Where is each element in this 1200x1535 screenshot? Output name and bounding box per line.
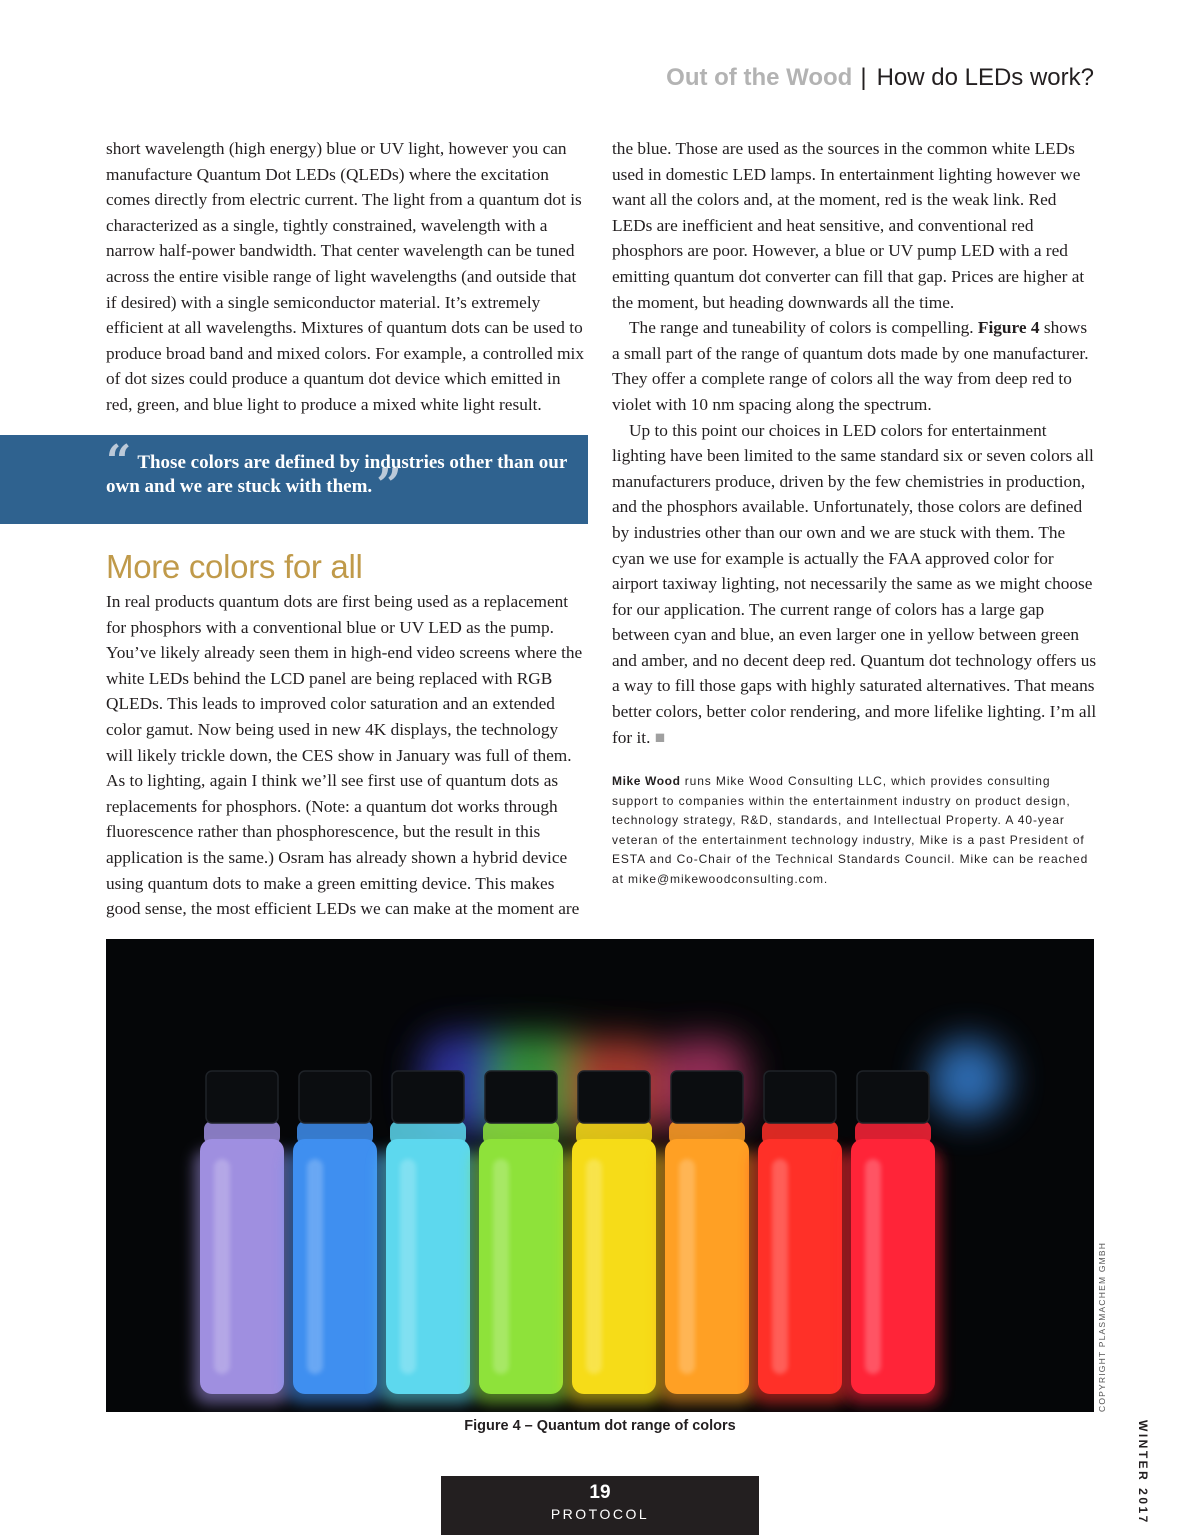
paragraph-text: Up to this point our choices in LED colors for entertainment lighting have been limited to the same standard six or seven colors all manufacturers produce, driven by the few chemistries in production, and the phosphors available. Unfortunately, those colors are defined by industries other than our own and we are stuck with them. The cyan we use for example is actually the FAA approved color for airport taxiway lighting, not necessarily the same as we might choose for our application. The current range of colors has a large gap between cyan and blue, an even larger one in yellow between green and amber, and no decent deep red. Quantum dot technology offers us a way to fill those gaps with highly saturated alternatives. That means better colors, better color rendering, and more lifelike lighting. I’m all for it. — [612, 420, 1097, 747]
left-column-intro — [106, 136, 588, 418]
running-header — [666, 64, 1094, 92]
vial-6 — [659, 1071, 755, 1404]
quantum-dot-photo — [106, 939, 1094, 1412]
close-quote-icon: ” — [376, 460, 402, 511]
vial-4 — [473, 1071, 569, 1404]
vial-2 — [287, 1071, 383, 1404]
vial-highlight — [772, 1159, 788, 1374]
vial-body — [665, 1139, 749, 1394]
vial-cap — [485, 1071, 557, 1123]
figure-reference[interactable]: Figure 4 — [977, 318, 1040, 338]
section-heading: More colors for all — [106, 548, 363, 585]
header-separator: | — [860, 64, 867, 91]
vial-neck — [204, 1121, 280, 1145]
vial-highlight — [493, 1159, 509, 1374]
vial-cap — [764, 1071, 836, 1123]
body-paragraph: short wavelength (high energy) blue or UV light, however you can manufacture Quantum Dot LEDs (QLEDs) where the excitation comes directly from electric current. The light from a quantum dot is characterized as a single, tightly constrained, wavelength with a narrow half-power bandwidth. That center wavelength can be tuned across the entire visible range of light wavelengths (and outside that if desired) with a single semiconductor material. It’s extremely efficient at all wavelengths. Mixtures of quantum dots can be used to produce broad band and mixed colors. For example, a controlled mix of dot sizes could produce a quantum dot device which emitted in red, green, and blue light to produce a mixed white light result. — [106, 139, 584, 414]
author-name: Mike Wood — [612, 774, 681, 789]
vial-7 — [752, 1071, 848, 1404]
vial-5 — [566, 1071, 662, 1404]
body-paragraph: the blue. Those are used as the sources in the common white LEDs used in domestic LED lamps. In entertainment lighting however we want all the colors and, at the moment, red is the weak link. Red LEDs are inefficient and heat sensitive, and conventional red phosphors are poor. However, a blue or UV pump LED with a red emitting quantum dot converter can fill that gap. Prices are higher at the moment, but heading downwards all the time. — [612, 139, 1085, 312]
author-bio — [612, 772, 1098, 889]
vial-neck — [576, 1121, 652, 1145]
vial-3 — [380, 1071, 476, 1404]
body-paragraph — [612, 418, 1098, 751]
vial-cap — [857, 1071, 929, 1123]
end-mark-icon: ■ — [654, 727, 666, 747]
vial-neck — [762, 1121, 838, 1145]
page-footer — [441, 1476, 759, 1535]
vial-cap — [299, 1071, 371, 1123]
vial-cap — [671, 1071, 743, 1123]
vial-body — [851, 1139, 935, 1394]
figure-caption: Figure 4 – Quantum dot range of colors — [464, 1418, 736, 1434]
vial-body — [293, 1139, 377, 1394]
column-name: Out of the Wood — [666, 64, 853, 91]
paragraph-text: The range and tuneability of colors is compelling. — [629, 318, 974, 338]
vial-body — [386, 1139, 470, 1394]
vial-cap — [206, 1071, 278, 1123]
vial-neck — [669, 1121, 745, 1145]
vial-highlight — [865, 1159, 881, 1374]
vial-8 — [845, 1071, 941, 1404]
vial-highlight — [214, 1159, 230, 1374]
right-column — [612, 136, 1098, 889]
vial-highlight — [586, 1159, 602, 1374]
vial-cap — [392, 1071, 464, 1123]
vial-highlight — [679, 1159, 695, 1374]
photo-credit: COPYRIGHT PLASMACHEM GMBH — [1097, 1241, 1107, 1412]
paragraph-text: shows a small part of the range of quantum dots made by one manufacturer. They offer a complete range of colors all the way from deep red to violet with 10 nm spacing along the spectrum. — [612, 318, 1089, 414]
vial-neck — [855, 1121, 931, 1145]
vials-illustration — [106, 939, 1094, 1412]
vial-body — [572, 1139, 656, 1394]
vial-neck — [390, 1121, 466, 1145]
vial-highlight — [400, 1159, 416, 1374]
vial-1 — [194, 1071, 290, 1404]
author-bio-text: runs Mike Wood Consulting LLC, which provides consulting support to companies within the entertainment industry on product design, technology strategy, R&D, standards, and Intellectual Property. A 40-year veteran of the entertainment technology industry, Mike is a past President of ESTA and Co-Chair of the Technical Standards Council. Mike can be reached at mike@mikewoodconsulting.com. — [612, 774, 1089, 886]
body-paragraph — [612, 315, 1098, 417]
vial-body — [479, 1139, 563, 1394]
vial-body — [758, 1139, 842, 1394]
vial-body — [200, 1139, 284, 1394]
body-paragraph: In real products quantum dots are first being used as a replacement for phosphors with a conventional blue or UV LED as the pump. You’ve likely already seen them in high-end video screens where the white LEDs behind the LCD panel are being replaced with RGB QLEDs. This leads to improved color saturation and an extended color gamut. Now being used in new 4K displays, the technology will likely trickle down, the CES show in January was full of them. As to lighting, again I think we’ll see first use of quantum dots as replacements for phosphors. (Note: a quantum dot works through fluorescence rather than phosphorescence, but the result in this application is the same.) Osram has already shown a hybrid device using quantum dots to make a green emitting device. This makes good sense, the most efficient LEDs we can make at the moment are — [106, 592, 583, 919]
issue-season: WINTER 2017 — [1136, 1420, 1150, 1525]
open-quote-icon: “ — [106, 436, 132, 487]
publication-name: PROTOCOL — [550, 1506, 650, 1522]
page-number: 19 — [589, 1482, 611, 1503]
vial-cap — [578, 1071, 650, 1123]
pull-quote — [0, 435, 588, 524]
article-topic: How do LEDs work? — [876, 64, 1094, 91]
vial-neck — [297, 1121, 373, 1145]
vial-neck — [483, 1121, 559, 1145]
left-column-section — [106, 589, 588, 922]
vial-highlight — [307, 1159, 323, 1374]
pull-quote-text: Those colors are defined by industries other than our own and we are stuck with them. — [106, 452, 567, 497]
